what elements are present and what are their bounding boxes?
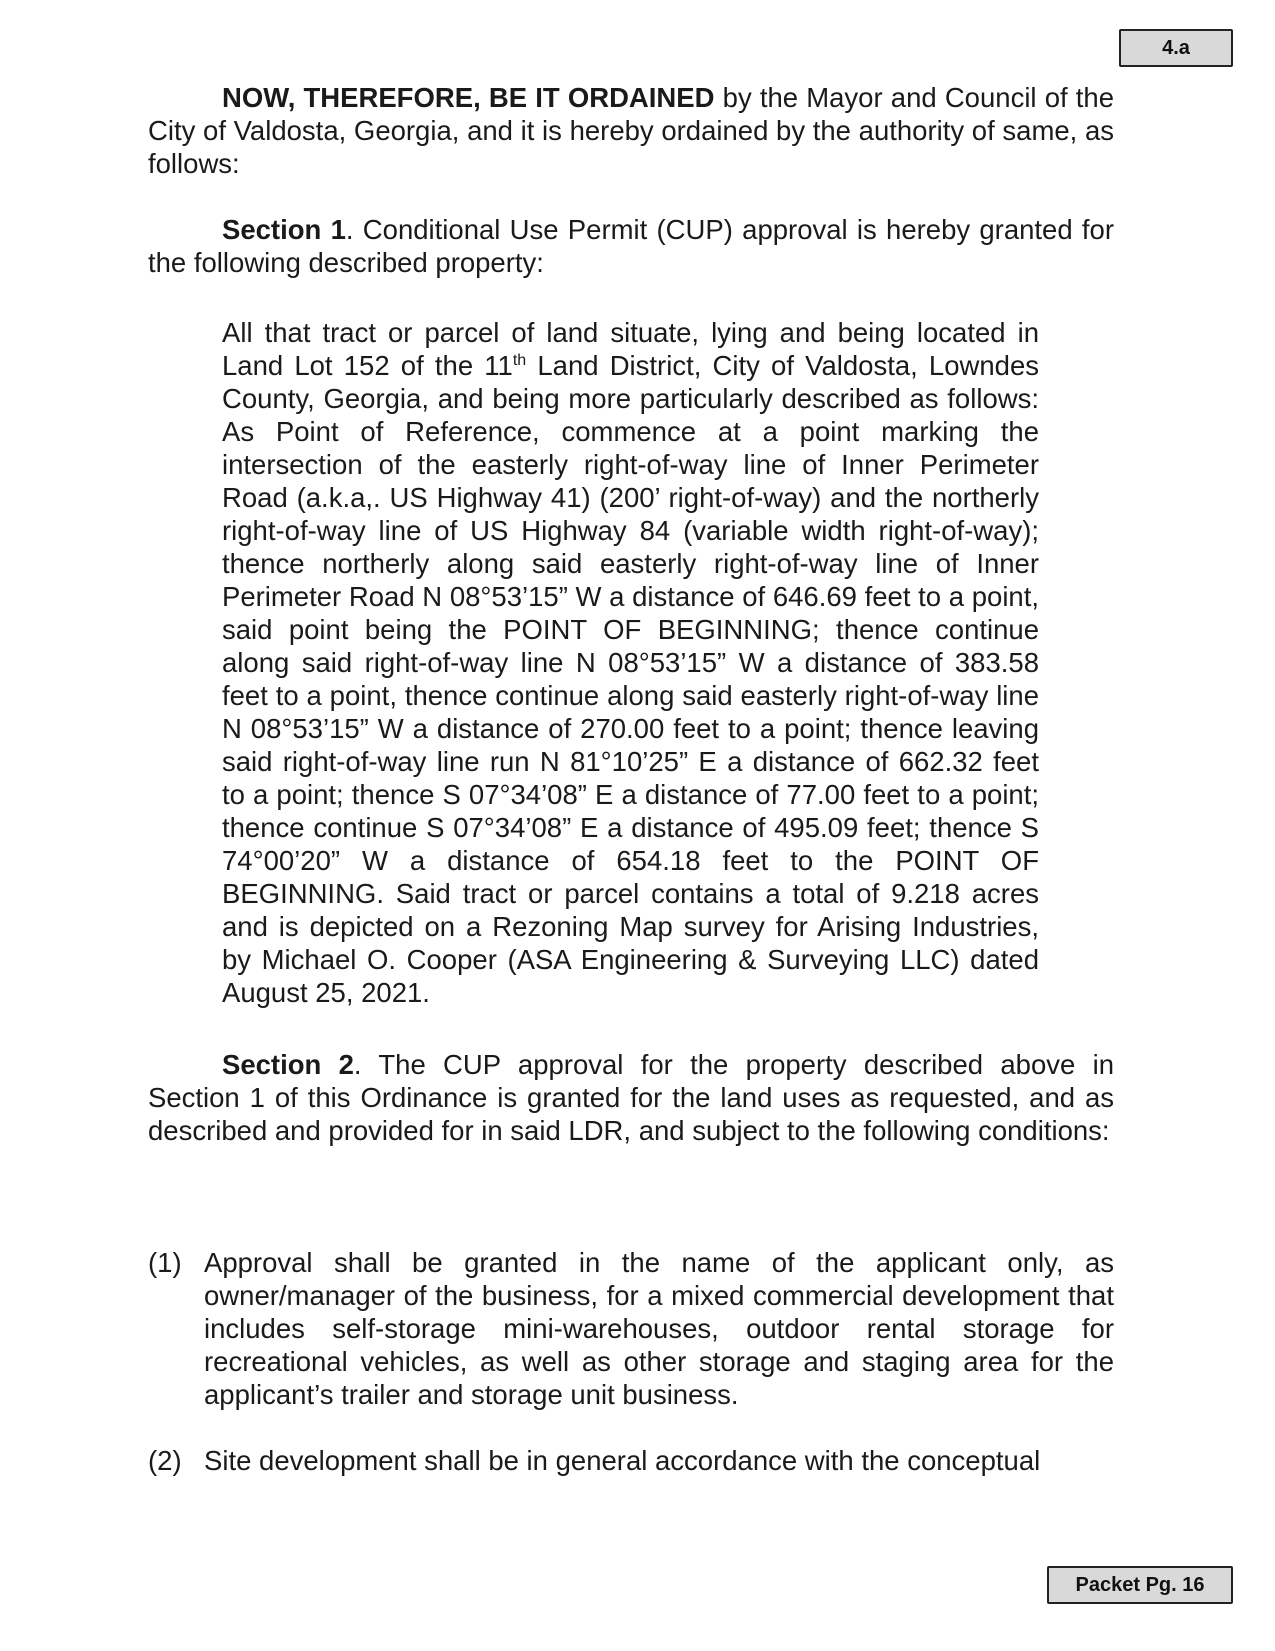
legal-part-2: Land District, City of Valdosta, Lowndes County, Georgia, and being more particularly described as follows: As Point of Reference, commence at a point marking the intersection of the easterly right-of-way line of Inner Perimeter Road (a.k.a,. US Highway 41) (200’ right-of-way) and the northerly right-of-way line of US Highway 84 (variable width right-of-way); thence northerly along said easterly right-of-way line of Inner Perimeter Road N 08°53’15” W a distance of 646.69 feet to a point, said point being the POINT OF BEGINNING; thence continue along said right-of-way line N 08°53’15” W a distance of 383.58 feet to a point, thence continue along said easterly right-of-way line N 08°53’15” W a distance of 270.00 feet to a point; thence leaving said right-of-way line run N 81°10’25” E a distance of 662.32 feet to a point; thence S 07°34’08” E a distance of 77.00 feet to a point; thence continue S 07°34’08” E a distance of 495.09 feet; thence S 74°00’20” W a distance of 654.18 feet to the POINT OF BEGINNING. Said tract or parcel contains a total of 9.218 acres and is depicted on a Rezoning Map survey for Arising Industries, by Michael O. Cooper (ASA Engineering & Surveying LLC) dated August 25, 2021.	[222, 350, 1040, 1008]
intro-lead: NOW, THEREFORE, BE IT ORDAINED	[222, 82, 715, 113]
section-2-label: Section 2	[222, 1049, 354, 1080]
legal-superscript: th	[512, 351, 527, 369]
packet-page-label: Packet Pg. 16	[1047, 1566, 1233, 1604]
condition-text: Approval shall be granted in the name of the applicant only, as owner/manager of the business, for a mixed commercial development that includes self-storage mini-warehouses, outdoor rental storage for recreational vehicles, as well as other storage and staging area for the applicant’s trailer and storage unit business.	[204, 1247, 1114, 1410]
section-2	[148, 1048, 1114, 1147]
condition-item	[148, 1246, 1114, 1411]
condition-item	[148, 1444, 1114, 1477]
section-1-label: Section 1	[222, 214, 346, 245]
condition-number: (2)	[148, 1445, 182, 1476]
section-2-text: . The CUP approval for the property described above in Section 1 of this Ordinance is granted for the land uses as requested, and as described and provided for in said LDR, and subject to the following conditions:	[148, 1049, 1114, 1146]
legal-part-1: All that tract or parcel of land situate, lying and being located in Land Lot 152 of the 11	[222, 317, 1039, 381]
attachment-tag: 4.a	[1119, 29, 1233, 67]
intro-text: by the Mayor and Council of the City of Valdosta, Georgia, and it is hereby ordained by the authority of same, as follows:	[148, 82, 1115, 179]
condition-text: Site development shall be in general accordance with the conceptual	[204, 1445, 1041, 1476]
condition-number: (1)	[148, 1247, 182, 1278]
ordinance-intro	[148, 81, 1114, 180]
section-1-text: . Conditional Use Permit (CUP) approval is hereby granted for the following described property:	[148, 214, 1114, 278]
legal-description	[222, 316, 1039, 1009]
section-1	[148, 213, 1114, 279]
